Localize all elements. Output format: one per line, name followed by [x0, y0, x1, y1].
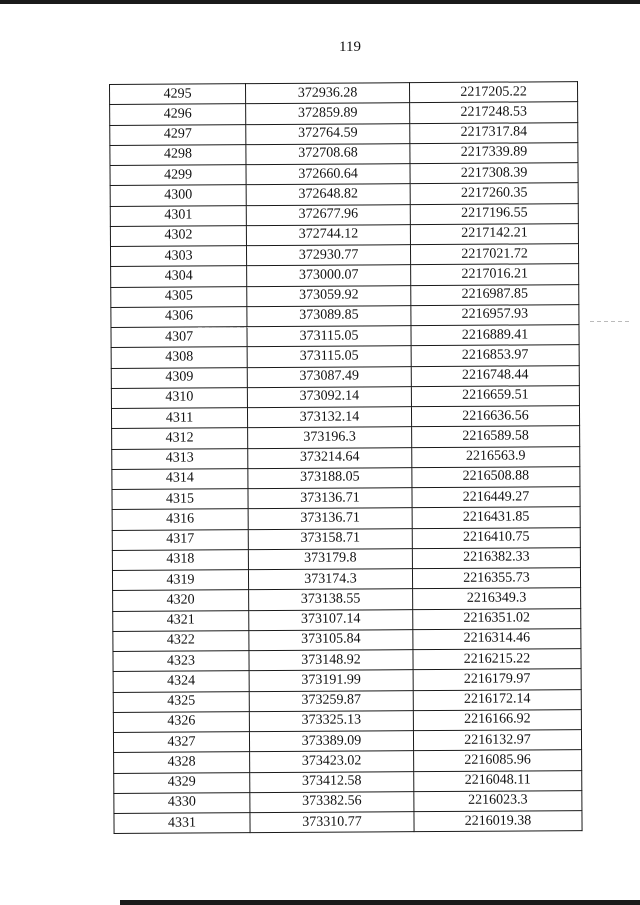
table-row	[111, 264, 579, 287]
x-coordinate-cell: 373115.05	[247, 326, 411, 347]
table-row	[111, 385, 579, 408]
x-coordinate-cell: 372677.96	[246, 204, 410, 225]
x-coordinate-cell: 372744.12	[246, 224, 410, 245]
x-coordinate-cell: 373089.85	[247, 305, 411, 326]
y-coordinate-cell: 2217339.89	[410, 142, 578, 163]
point-number-cell: 4324	[113, 671, 249, 692]
x-coordinate-cell: 372708.68	[246, 143, 410, 164]
point-number-cell: 4296	[110, 104, 246, 125]
y-coordinate-cell: 2217260.35	[410, 183, 578, 204]
y-coordinate-cell: 2217317.84	[410, 122, 578, 143]
table-row	[112, 507, 580, 530]
y-coordinate-cell: 2216853.97	[411, 345, 579, 366]
table-row	[110, 244, 578, 267]
table-row	[110, 223, 578, 246]
point-number-cell: 4315	[112, 489, 248, 510]
table-row	[114, 770, 582, 793]
x-coordinate-cell: 373412.58	[250, 771, 414, 792]
point-number-cell: 4313	[112, 448, 248, 469]
table-row	[112, 487, 580, 510]
table-row	[113, 669, 581, 692]
point-number-cell: 4304	[111, 266, 247, 287]
point-number-cell: 4310	[111, 387, 247, 408]
table-row	[114, 750, 582, 773]
y-coordinate-cell: 2216349.3	[413, 588, 581, 609]
y-coordinate-cell: 2217021.72	[410, 244, 578, 265]
x-coordinate-cell: 373196.3	[248, 427, 412, 448]
x-coordinate-cell: 373382.56	[250, 791, 414, 812]
y-coordinate-cell: 2216659.51	[411, 385, 579, 406]
point-number-cell: 4311	[111, 408, 247, 429]
point-number-cell: 4299	[110, 165, 246, 186]
table-row	[114, 811, 582, 834]
y-coordinate-cell: 2216019.38	[414, 811, 582, 832]
table-row	[112, 547, 580, 570]
point-number-cell: 4318	[112, 549, 248, 570]
table-row	[110, 163, 578, 186]
table-row	[111, 406, 579, 429]
table-row	[112, 426, 580, 449]
table-row	[110, 183, 578, 206]
point-number-cell: 4300	[110, 185, 246, 206]
point-number-cell: 4322	[113, 630, 249, 651]
x-coordinate-cell: 373132.14	[247, 407, 411, 428]
y-coordinate-cell: 2216431.85	[412, 507, 580, 528]
y-coordinate-cell: 2216215.22	[413, 649, 581, 670]
y-coordinate-cell: 2217205.22	[409, 82, 577, 103]
y-coordinate-cell: 2216355.73	[412, 568, 580, 589]
table-row	[113, 588, 581, 611]
table-row	[111, 325, 579, 348]
point-number-cell: 4325	[113, 691, 249, 712]
x-coordinate-cell: 373259.87	[249, 690, 413, 711]
x-coordinate-cell: 373158.71	[248, 528, 412, 549]
table-row	[113, 709, 581, 732]
point-number-cell: 4295	[110, 84, 246, 105]
table-row	[112, 527, 580, 550]
y-coordinate-cell: 2216351.02	[413, 608, 581, 629]
y-coordinate-cell: 2216085.96	[414, 750, 582, 771]
table-row	[110, 102, 578, 125]
point-number-cell: 4309	[111, 367, 247, 388]
table-row	[113, 649, 581, 672]
x-coordinate-cell: 373107.14	[249, 609, 413, 630]
table-row	[112, 466, 580, 489]
y-coordinate-cell: 2216314.46	[413, 628, 581, 649]
y-coordinate-cell: 2216449.27	[412, 487, 580, 508]
y-coordinate-cell: 2216132.97	[413, 730, 581, 751]
table-row	[112, 568, 580, 591]
y-coordinate-cell: 2216636.56	[411, 406, 579, 427]
y-coordinate-cell: 2216172.14	[413, 689, 581, 710]
table-row	[110, 122, 578, 145]
y-coordinate-cell: 2216563.9	[412, 446, 580, 467]
point-number-cell: 4317	[112, 529, 248, 550]
x-coordinate-cell: 373105.84	[249, 629, 413, 650]
coordinates-table	[109, 81, 583, 834]
scan-artifact	[198, 327, 248, 328]
scan-top-edge	[0, 0, 640, 4]
y-coordinate-cell: 2217308.39	[410, 163, 578, 184]
point-number-cell: 4331	[114, 813, 250, 834]
x-coordinate-cell: 372648.82	[246, 184, 410, 205]
x-coordinate-cell: 373087.49	[247, 366, 411, 387]
y-coordinate-cell: 2216166.92	[413, 709, 581, 730]
point-number-cell: 4307	[111, 327, 247, 348]
x-coordinate-cell: 373214.64	[248, 447, 412, 468]
y-coordinate-cell: 2216023.3	[414, 790, 582, 811]
table-row	[112, 446, 580, 469]
x-coordinate-cell: 372660.64	[246, 164, 410, 185]
x-coordinate-cell: 373310.77	[250, 812, 414, 833]
table-row	[114, 790, 582, 813]
x-coordinate-cell: 373092.14	[247, 386, 411, 407]
x-coordinate-cell: 373423.02	[250, 751, 414, 772]
point-number-cell: 4330	[114, 792, 250, 813]
point-number-cell: 4297	[110, 124, 246, 145]
x-coordinate-cell: 372859.89	[246, 103, 410, 124]
table-row	[113, 628, 581, 651]
x-coordinate-cell: 373136.71	[248, 508, 412, 529]
x-coordinate-cell: 373138.55	[249, 589, 413, 610]
x-coordinate-cell: 373325.13	[249, 710, 413, 731]
y-coordinate-cell: 2216748.44	[411, 365, 579, 386]
point-number-cell: 4305	[111, 286, 247, 307]
point-number-cell: 4321	[113, 610, 249, 631]
table-row	[111, 284, 579, 307]
page-number: 119	[339, 39, 361, 55]
table-row	[111, 365, 579, 388]
point-number-cell: 4303	[110, 246, 246, 267]
x-coordinate-cell: 373389.09	[249, 731, 413, 752]
point-number-cell: 4327	[113, 732, 249, 753]
table-row	[110, 142, 578, 165]
point-number-cell: 4316	[112, 509, 248, 530]
table-row	[111, 345, 579, 368]
y-coordinate-cell: 2216048.11	[414, 770, 582, 791]
y-coordinate-cell: 2216508.88	[412, 466, 580, 487]
x-coordinate-cell: 373191.99	[249, 670, 413, 691]
point-number-cell: 4323	[113, 651, 249, 672]
y-coordinate-cell: 2217016.21	[411, 264, 579, 285]
point-number-cell: 4319	[112, 570, 248, 591]
point-number-cell: 4320	[113, 590, 249, 611]
x-coordinate-cell: 373115.05	[247, 346, 411, 367]
y-coordinate-cell: 2217248.53	[410, 102, 578, 123]
point-number-cell: 4306	[111, 306, 247, 327]
y-coordinate-cell: 2216987.85	[411, 284, 579, 305]
x-coordinate-cell: 373136.71	[248, 488, 412, 509]
coordinates-table-body	[110, 82, 583, 834]
point-number-cell: 4301	[110, 205, 246, 226]
point-number-cell: 4329	[114, 772, 250, 793]
point-number-cell: 4312	[112, 428, 248, 449]
x-coordinate-cell: 372936.28	[246, 83, 410, 104]
y-coordinate-cell: 2216957.93	[411, 304, 579, 325]
table-row	[110, 203, 578, 226]
y-coordinate-cell: 2216179.97	[413, 669, 581, 690]
scan-bottom-edge	[120, 900, 640, 905]
y-coordinate-cell: 2216889.41	[411, 325, 579, 346]
point-number-cell: 4314	[112, 468, 248, 489]
y-coordinate-cell: 2216382.33	[412, 547, 580, 568]
x-coordinate-cell: 372764.59	[246, 123, 410, 144]
y-coordinate-cell: 2216589.58	[412, 426, 580, 447]
point-number-cell: 4308	[111, 347, 247, 368]
table-row	[113, 689, 581, 712]
scan-artifact	[590, 321, 630, 322]
y-coordinate-cell: 2216410.75	[412, 527, 580, 548]
point-number-cell: 4298	[110, 144, 246, 165]
y-coordinate-cell: 2217142.21	[410, 223, 578, 244]
table-row	[113, 608, 581, 631]
x-coordinate-cell: 373148.92	[249, 650, 413, 671]
table-row	[111, 304, 579, 327]
x-coordinate-cell: 372930.77	[246, 245, 410, 266]
x-coordinate-cell: 373179.8	[248, 548, 412, 569]
y-coordinate-cell: 2217196.55	[410, 203, 578, 224]
table-row	[113, 730, 581, 753]
table-row	[110, 82, 578, 105]
x-coordinate-cell: 373000.07	[247, 265, 411, 286]
x-coordinate-cell: 373174.3	[248, 569, 412, 590]
x-coordinate-cell: 373059.92	[247, 285, 411, 306]
point-number-cell: 4328	[114, 752, 250, 773]
point-number-cell: 4326	[113, 711, 249, 732]
x-coordinate-cell: 373188.05	[248, 467, 412, 488]
point-number-cell: 4302	[110, 225, 246, 246]
